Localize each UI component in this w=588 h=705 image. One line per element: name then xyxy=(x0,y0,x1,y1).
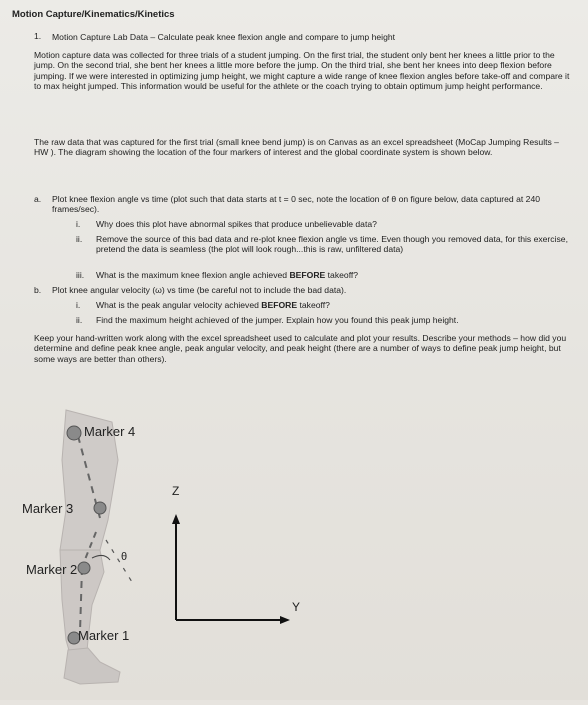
marker-4-label: Marker 4 xyxy=(84,424,136,439)
y-axis-arrow xyxy=(280,616,290,624)
part-b-item-text: What is the peak angular velocity achieved BEFORE takeoff? xyxy=(96,300,330,310)
theta-label: θ xyxy=(121,551,128,563)
theta-extension-line xyxy=(106,540,132,582)
marker-2-label: Marker 2 xyxy=(26,562,78,577)
marker-2-dot xyxy=(78,562,90,574)
question-title: Motion Capture Lab Data – Calculate peak knee flexion angle and compare to jump height xyxy=(52,32,396,42)
marker-1-label: Marker 1 xyxy=(78,628,130,643)
part-a-item-text: Why does this plot have abnormal spikes that produce unbelievable data? xyxy=(96,219,377,229)
marker-4-dot xyxy=(67,426,81,440)
z-axis-arrow xyxy=(172,514,180,524)
part-a-item-number: ii. xyxy=(76,234,83,244)
part-a-item-number: i. xyxy=(76,219,81,229)
part-a-label: a. xyxy=(34,194,42,204)
leg-illustration xyxy=(0,400,588,700)
document-header: Motion Capture/Kinematics/Kinetics xyxy=(12,9,175,20)
data-paragraph: The raw data that was captured for the first trial (small knee bend jump) is on Canvas as an excel spreadsheet (MoCap Jumping Results – HW ). The diagram showing the location of the four markers of interest and the global coordinate system is shown below. xyxy=(34,137,559,158)
part-a-text: Plot knee flexion angle vs time (plot such that data starts at t = 0 sec, note the location of θ on figure below, data captured at 240 frames/sec). xyxy=(52,194,540,215)
intro-paragraph: Motion capture data was collected for three trials of a student jumping. On the first trial, the student only bent her knees a little prior to the jump. On the second trial, she bent her knees a little more before the jump. On the third trial, she bent her knees into deep flexion before jumping. If we were interested in optimizing jump height, we might capture a wide range of knee flexion angles before take-off and compare it to max height jumped. This information would be useful for the athlete or the coach trying to obtain optimum jump height performance. xyxy=(34,50,570,92)
part-a-item-text: Remove the source of this bad data and re-plot knee flexion angle vs time. Even though you removed data, for this exercise, pretend the data is seamless (the plot will look rough...this is raw, unfiltered data) xyxy=(96,234,568,255)
marker-3-dot xyxy=(94,502,106,514)
marker-diagram xyxy=(0,400,588,700)
part-b-text: Plot knee angular velocity (ω) vs time (be careful not to include the bad data). xyxy=(52,285,347,295)
question-number: 1. xyxy=(34,31,42,41)
part-b-item-number: i. xyxy=(76,300,81,310)
part-a-item-text: What is the maximum knee flexion angle achieved BEFORE takeoff? xyxy=(96,270,359,280)
part-b-item-text: Find the maximum height achieved of the jumper. Explain how you found this peak jump height. xyxy=(96,315,459,325)
z-axis-label: Z xyxy=(172,484,180,498)
instructions-paragraph: Keep your hand-written work along with the excel spreadsheet used to calculate and plot your results. Describe your methods – how did you determine and define peak knee angle, peak angular velocity, and peak height (there are a number of ways to define peak jump height, but some ways are better than others). xyxy=(34,333,567,364)
part-b-label: b. xyxy=(34,285,42,295)
marker-3-label: Marker 3 xyxy=(22,501,74,516)
y-axis-label: Y xyxy=(292,600,301,614)
part-a-item-number: iii. xyxy=(76,270,85,280)
part-b-item-number: ii. xyxy=(76,315,83,325)
